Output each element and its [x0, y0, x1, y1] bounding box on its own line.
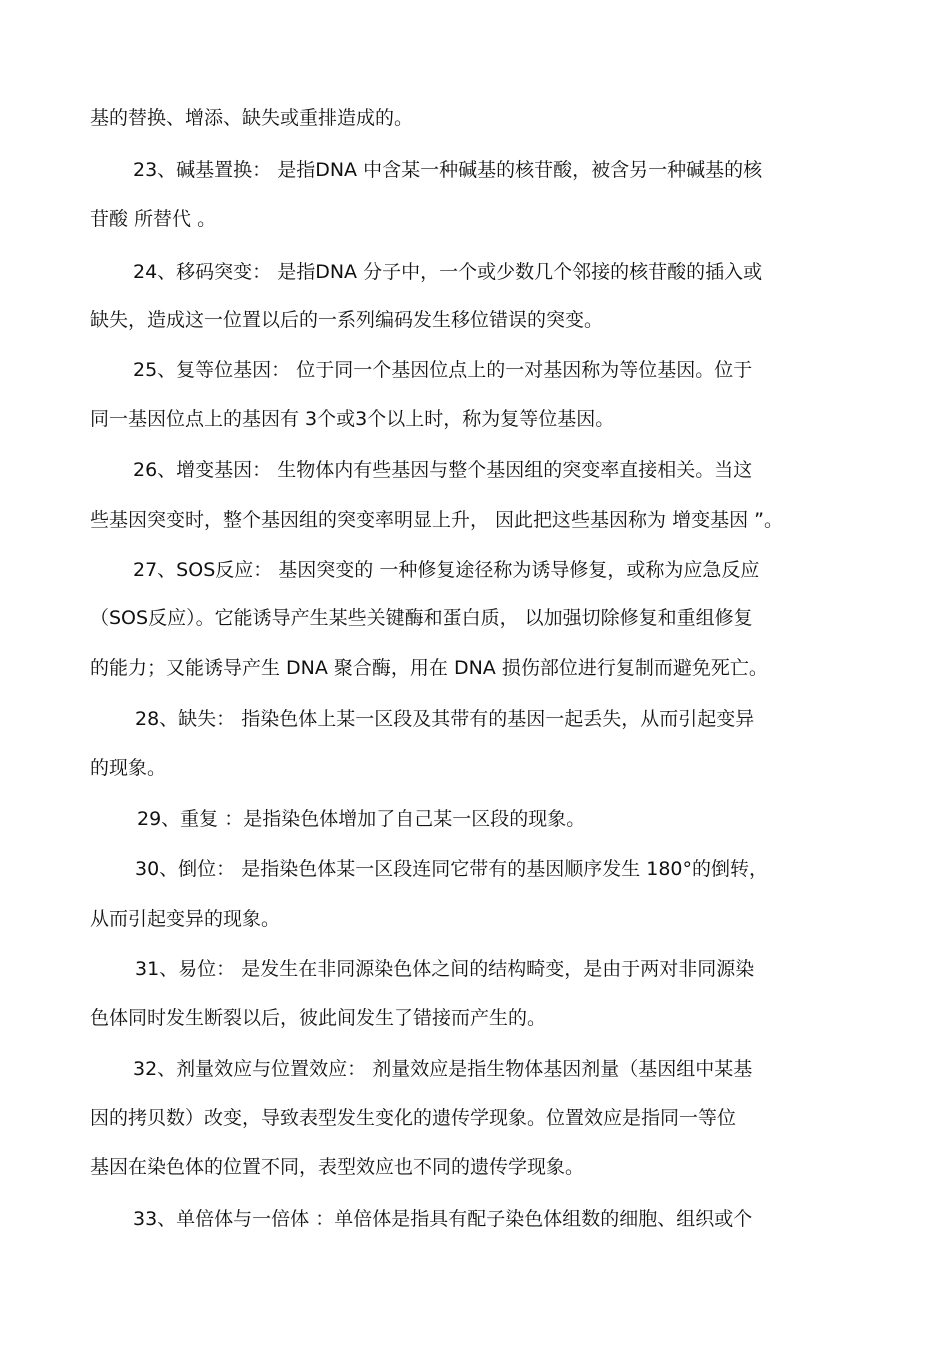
text-line: 基的替换、增添、缺失或重排造成的。 — [90, 107, 414, 129]
text-line: 基因在染色体的位置不同，表型效应也不同的遗传学现象。 — [90, 1156, 585, 1178]
text-line: 的能力；又能诱导产生 DNA 聚合酶，用在 DNA 损伤部位进行复制而避免死亡。 — [90, 657, 768, 679]
text-line: （SOS反应）。它能诱导产生某些关键酶和蛋白质， 以加强切除修复和重组修复 — [90, 607, 753, 629]
text-line: 缺失，造成这一位置以后的一系列编码发生移位错误的突变。 — [90, 309, 604, 331]
text-line: 24、移码突变： 是指DNA 分子中，一个或少数几个邻接的核苷酸的插入或 — [133, 261, 763, 283]
text-line: 同一基因位点上的基因有 3个或3个以上时，称为复等位基因。 — [90, 408, 615, 430]
text-line: 30、倒位： 是指染色体某一区段连同它带有的基因顺序发生 180°的倒转， — [135, 858, 769, 880]
text-line: 23、碱基置换： 是指DNA 中含某一种碱基的核苷酸，被含另一种碱基的核 — [133, 159, 763, 181]
text-line: 32、剂量效应与位置效应： 剂量效应是指生物体基因剂量（基因组中某基 — [133, 1058, 753, 1080]
text-line: 26、增变基因： 生物体内有些基因与整个基因组的突变率直接相关。当这 — [133, 459, 753, 481]
text-line: 31、易位： 是发生在非同源染色体之间的结构畸变，是由于两对非同源染 — [135, 958, 755, 980]
text-line: 从而引起变异的现象。 — [90, 908, 281, 930]
text-line: 的现象。 — [90, 757, 167, 779]
text-line: 29、重复 ：是指染色体增加了自己某一区段的现象。 — [137, 808, 586, 830]
text-line: 因的拷贝数）改变，导致表型发生变化的遗传学现象。位置效应是指同一等位 — [90, 1107, 737, 1129]
text-line: 33、单倍体与一倍体 ：单倍体是指具有配子染色体组数的细胞、组织或个 — [133, 1208, 753, 1230]
text-line: 27、SOS反应： 基因突变的 一种修复途径称为诱导修复，或称为应急反应 — [133, 559, 760, 581]
text-line: 些基因突变时，整个基因组的突变率明显上升， 因此把这些基因称为 增变基因 ”。 — [90, 509, 783, 531]
text-line: 25、复等位基因： 位于同一个基因位点上的一对基因称为等位基因。位于 — [133, 359, 753, 381]
text-line: 28、缺失： 指染色体上某一区段及其带有的基因一起丢失，从而引起变异 — [135, 708, 755, 730]
text-line: 色体同时发生断裂以后，彼此间发生了错接而产生的。 — [90, 1007, 547, 1029]
text-line: 苷酸 所替代 。 — [90, 208, 217, 230]
